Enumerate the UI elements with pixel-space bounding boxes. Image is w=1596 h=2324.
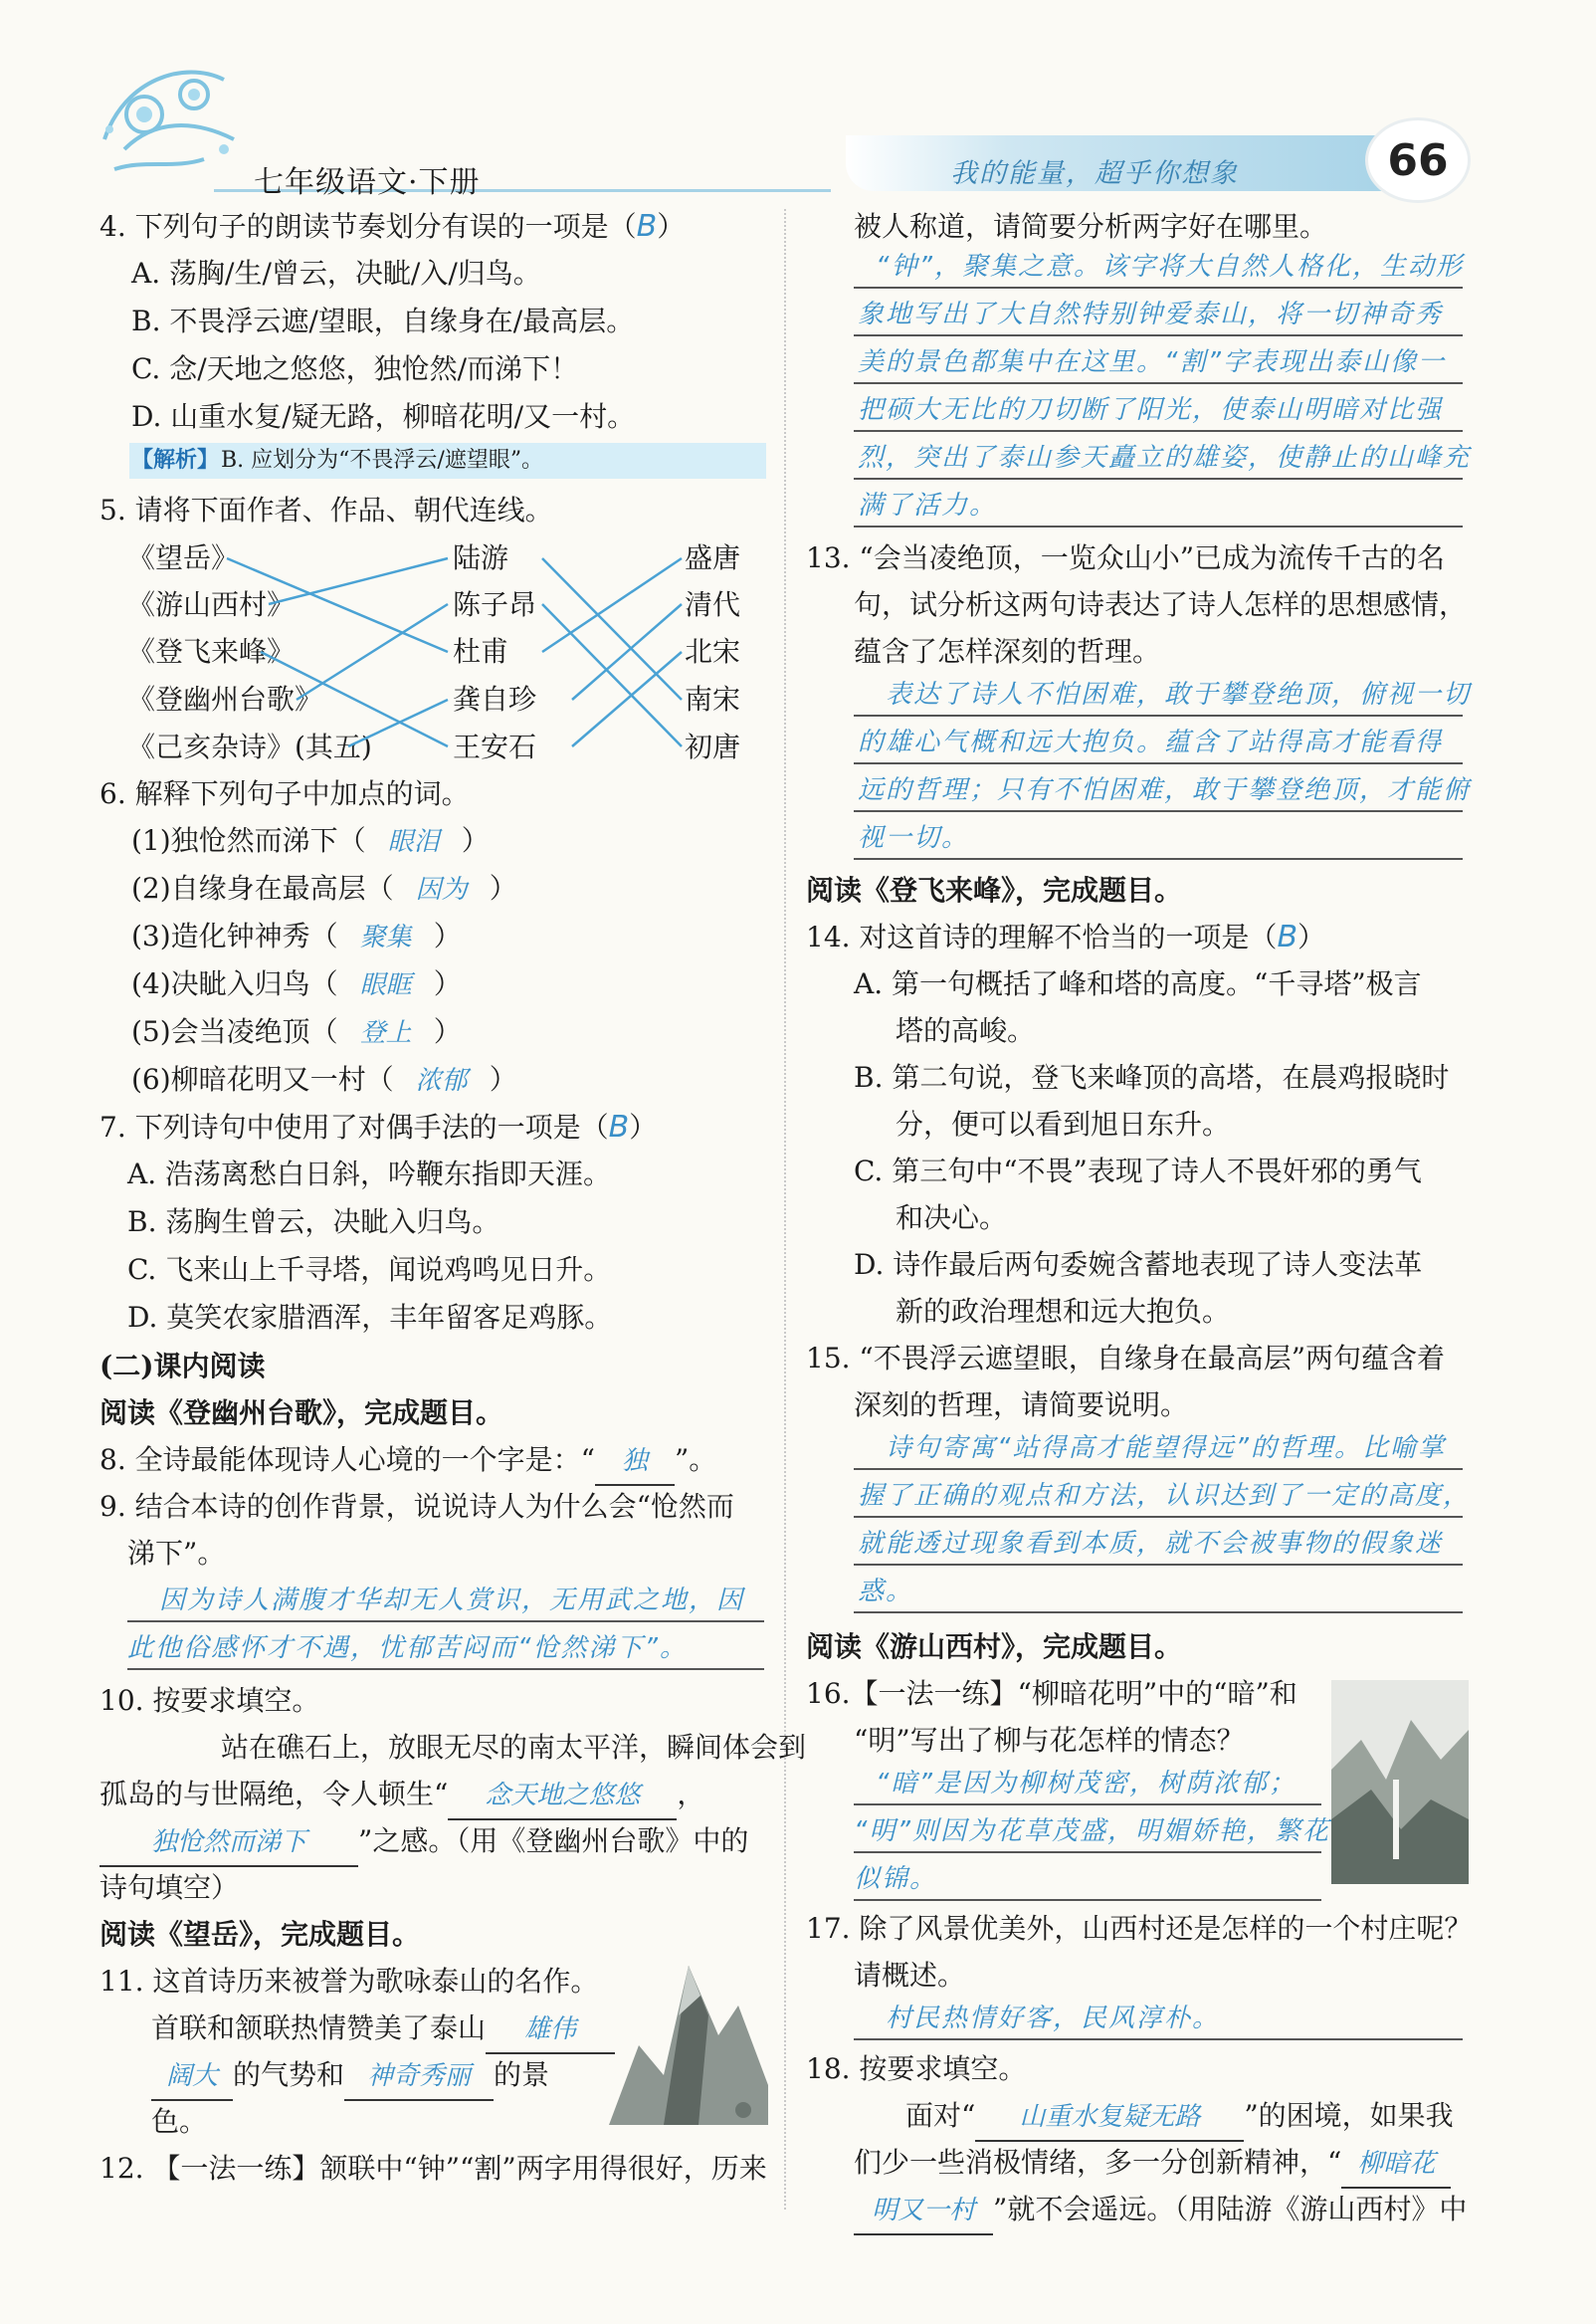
q5-dynasty: 南宋	[685, 683, 741, 716]
q10-line: 站在礁石上，放眼无尽的南太平洋，瞬间体会到	[221, 1731, 807, 1764]
answer-rule	[854, 715, 1463, 717]
q5-author: 杜甫	[453, 635, 509, 668]
q16-answer-line: “明”则因为花草茂盛，明媚娇艳，繁花	[854, 1816, 1330, 1846]
answer-rule	[854, 1899, 1321, 1901]
q12-stem: 12. 【一法一练】颔联中“钟”“割”两字用得很好，历来	[100, 2152, 767, 2185]
q13-answer-line: 表达了诗人不怕困难，敢于攀登绝顶，俯视一切	[886, 680, 1472, 710]
answer-rule	[854, 2038, 1463, 2040]
q12-answer-line: 美的景色都集中在这里。“割”字表现出泰山像一	[858, 347, 1446, 377]
q12-answer-line: 满了活力。	[858, 491, 998, 521]
q5-work: 《己亥杂诗》(其五)	[127, 731, 372, 763]
reading-heading: 阅读《游山西村》，完成题目。	[806, 1630, 1183, 1663]
answer-rule	[854, 1851, 1321, 1853]
floral-ornament-icon	[85, 20, 254, 189]
match-line	[572, 652, 682, 746]
q14-stem: 14. 对这首诗的理解不恰当的一项是（B）	[806, 920, 1326, 954]
answer-rule	[854, 762, 1463, 764]
q5-work: 《登幽州台歌》	[127, 683, 323, 716]
q4-option-a: A. 荡胸/生/曾云，决眦/入/归鸟。	[131, 257, 541, 290]
reading-heading: 阅读《登飞来峰》，完成题目。	[806, 874, 1183, 907]
q15-answer-line: 诗句寄寓“站得高才能望得远”的哲理。比喻掌	[886, 1433, 1446, 1463]
q13-answer-line: 远的哲理；只有不怕困难，敢于攀登绝顶，才能俯	[858, 775, 1472, 805]
q14-option: 和决心。	[896, 1201, 1008, 1234]
q5-work: 《游山西村》	[127, 588, 296, 621]
q11-blank: 雄伟	[486, 2007, 615, 2054]
page-number: 66	[1365, 117, 1471, 203]
q5-dynasty: 初唐	[685, 731, 741, 763]
q5-dynasty: 清代	[685, 588, 741, 621]
match-line	[542, 558, 682, 700]
q5-dynasty: 北宋	[685, 635, 741, 668]
reading-heading: 阅读《登幽州台歌》，完成题目。	[100, 1396, 504, 1429]
answer-rule	[854, 858, 1463, 860]
q17-stem: 17. 除了风景优美外，山西村还是怎样的一个村庄呢？	[806, 1912, 1473, 1945]
q6-stem: 6. 解释下列句子中加点的词。	[100, 777, 470, 810]
column-divider	[784, 209, 786, 2210]
q9-answer-line: 因为诗人满腹才华却无人赏识，无用武之地，因	[159, 1585, 745, 1615]
q14-option: D. 诗作最后两句委婉含蓄地表现了诗人变法革	[854, 1248, 1423, 1281]
q14-option: C. 第三句中“不畏”表现了诗人不畏奸邪的勇气	[854, 1155, 1422, 1187]
answer-rule	[854, 287, 1463, 289]
q6-item: (6)柳暗花明又一村（ 浓郁 ）	[131, 1063, 517, 1096]
q10-blank: 独怆然而涕下	[100, 1819, 358, 1867]
q11-blank: 阔大	[151, 2053, 233, 2101]
q7-stem: 7. 下列诗句中使用了对偶手法的一项是（B）	[100, 1110, 658, 1145]
q18-stem: 18. 按要求填空。	[806, 2052, 1027, 2085]
q5-author: 王安石	[453, 731, 537, 763]
q8: 8. 全诗最能体现诗人心境的一个字是：“ 独 ”。	[100, 1437, 716, 1486]
q12-answer-line: 象地写出了大自然特别钟爱泰山，将一切神奇秀	[858, 300, 1444, 329]
q7-option-b: B. 荡胸生曾云，决眦入归鸟。	[127, 1205, 500, 1238]
q10-line: 诗句填空）	[100, 1871, 240, 1904]
q13-stem: 句，试分析这两句诗表达了诗人怎样的思想感情，	[854, 588, 1468, 621]
q18-blank: 明又一村	[854, 2188, 993, 2235]
q14-option: 新的政治理想和远大抱负。	[896, 1295, 1231, 1328]
q13-stem: 蕴含了怎样深刻的哲理。	[854, 635, 1161, 668]
q15-stem: 深刻的哲理，请简要说明。	[854, 1388, 1189, 1421]
q4-option-d: D. 山重水复/疑无路，柳暗花明/又一村。	[131, 400, 636, 433]
q12-answer-line: 烈，突出了泰山参天矗立的雄姿，使静止的山峰充	[858, 443, 1472, 473]
q11-stem: 11. 这首诗历来被誉为歌咏泰山的名作。	[100, 1965, 599, 1998]
q5-work: 《登飞来峰》	[127, 635, 296, 668]
q7-option-a: A. 浩荡离愁白日斜，吟鞭东指即天涯。	[127, 1158, 612, 1190]
q17-answer: 村民热情好客，民风淳朴。	[886, 2004, 1221, 2033]
q5-author: 陈子昂	[453, 588, 537, 621]
q7-answer: B	[608, 1110, 630, 1145]
q10-stem: 10. 按要求填空。	[100, 1684, 320, 1717]
analysis-tag: 【解析】	[131, 448, 220, 473]
q4-option-b: B. 不畏浮云遮/望眼，自缘身在/最高层。	[131, 305, 635, 337]
answer-rule	[854, 1468, 1463, 1470]
q14-answer: B	[1277, 920, 1298, 954]
match-line	[572, 604, 682, 700]
q5-work: 《望岳》	[127, 541, 240, 574]
match-line	[269, 558, 448, 604]
q13-answer-line: 视一切。	[858, 823, 970, 853]
q14-option: 塔的高峻。	[896, 1014, 1036, 1047]
q15-answer-line: 握了正确的观点和方法，认识达到了一定的高度，	[858, 1481, 1472, 1511]
section-heading: (二)课内阅读	[100, 1350, 266, 1382]
answer-rule	[854, 478, 1463, 480]
q5-dynasty: 盛唐	[685, 541, 741, 574]
q11-line: 首联和颔联热情赞美了泰山 雄伟	[151, 2006, 615, 2054]
q15-answer-line: 就能透过现象看到本质，就不会被事物的假象迷	[858, 1529, 1444, 1559]
q15-stem: 15. “不畏浮云遮望眼，自缘身在最高层”两句蕴含着	[806, 1342, 1446, 1374]
q6-item: (5)会当凌绝顶（ 登上 ）	[131, 1015, 462, 1048]
q4-option-c: C. 念/天地之悠悠，独怆然/而涕下！	[131, 352, 579, 385]
q11-line: 色。	[151, 2105, 208, 2138]
q12-answer-line: “钟”，聚集之意。该字将大自然人格化，生动形	[876, 252, 1464, 282]
q6-item: (2)自缘身在最高层（ 因为 ）	[131, 872, 517, 905]
q13-stem: 13. “会当凌绝顶，一览众山小”已成为流传千古的名	[806, 541, 1446, 574]
answer-rule	[854, 1803, 1321, 1805]
q18-blank: 柳暗花	[1341, 2141, 1451, 2189]
answer-rule	[854, 382, 1463, 384]
q15-answer-line: 惑。	[858, 1577, 914, 1606]
answer-rule	[854, 334, 1463, 336]
q18-line: 明又一村 ”就不会遥远。（用陆游《游山西村》中	[854, 2187, 1467, 2235]
q16-stem: 16.【一法一练】“柳暗花明”中的“暗”和	[806, 1677, 1297, 1710]
q6-item: (3)造化钟神秀（ 聚集 ）	[131, 920, 462, 952]
q12-answer-line: 把硕大无比的刀切断了阳光，使泰山明暗对比强	[858, 395, 1444, 425]
q12-cont: 被人称道，请简要分析两字好在哪里。	[854, 210, 1328, 243]
q18-line: 面对“ 山重水复疑无路 ”的困境，如果我	[905, 2093, 1454, 2142]
q9-stem: 9. 结合本诗的创作背景，说说诗人为什么会“怆然而	[100, 1490, 734, 1523]
answer-rule	[854, 430, 1463, 432]
q10-blank: 念天地之悠悠	[448, 1773, 677, 1820]
q14-option: 分，便可以看到旭日东升。	[896, 1108, 1231, 1141]
mountain-illustration	[609, 1926, 768, 2125]
q14-option: A. 第一句概括了峰和塔的高度。“千寻塔”极言	[854, 967, 1422, 1000]
q5-author: 龚自珍	[453, 683, 537, 716]
q18-blank: 山重水复疑无路	[975, 2094, 1244, 2142]
answer-rule	[127, 1668, 764, 1670]
q11-blank: 神奇秀丽	[344, 2053, 494, 2101]
q16-answer-line: 似锦。	[854, 1864, 938, 1894]
q14-option: B. 第二句说，登飞来峰顶的高塔，在晨鸡报晓时	[854, 1061, 1450, 1094]
q10-line: 孤岛的与世隔绝，令人顿生“ 念天地之悠悠 ，	[100, 1772, 704, 1820]
q6-item: (1)独怆然而涕下（ 眼泪 ）	[131, 824, 490, 857]
answer-rule	[854, 810, 1463, 812]
q16-answer-line: “暗”是因为柳树茂密，树荫浓郁；	[876, 1769, 1297, 1798]
q9-answer-line: 此他俗感怀才不遇，忧郁苦闷而“怆然涕下”。	[127, 1633, 688, 1663]
q7-option-c: C. 飞来山上千寻塔，闻说鸡鸣见日升。	[127, 1253, 612, 1286]
match-line	[542, 558, 682, 652]
q4-stem: 4. 下列句子的朗读节奏划分有误的一项是（B）	[100, 209, 686, 244]
header-slogan: 我的能量，超乎你想象	[950, 158, 1239, 189]
answer-rule	[127, 1620, 764, 1622]
reading-heading: 阅读《望岳》，完成题目。	[100, 1918, 421, 1951]
q5-author: 陆游	[453, 541, 509, 574]
q10-line: 独怆然而涕下 ”之感。（用《登幽州台歌》中的	[100, 1818, 748, 1867]
q18-line: 们少一些消极情绪，多一分创新精神，“ 柳暗花	[854, 2140, 1451, 2189]
answer-rule	[854, 526, 1463, 528]
answer-rule	[854, 1564, 1463, 1566]
q11-line: 阔大 的气势和 神奇秀丽 的景	[151, 2052, 549, 2101]
answer-rule	[854, 1516, 1463, 1518]
answer-rule	[854, 1611, 1463, 1613]
analysis-text: B. 应划分为“不畏浮云/遮望眼”。	[221, 448, 544, 473]
q5-stem: 5. 请将下面作者、作品、朝代连线。	[100, 494, 553, 527]
q4-answer: B	[636, 209, 658, 244]
q16-stem: “明”写出了柳与花怎样的情态？	[854, 1724, 1245, 1757]
q7-option-d: D. 莫笑农家腊酒浑，丰年留客足鸡豚。	[127, 1301, 613, 1334]
q13-answer-line: 的雄心气概和远大抱负。蕴含了站得高才能看得	[858, 728, 1444, 757]
landscape-illustration	[1331, 1680, 1469, 1884]
q6-item: (4)决眦入归鸟（ 眼眶 ）	[131, 967, 462, 1000]
q9-stem: 涕下”。	[127, 1537, 226, 1570]
match-line	[542, 604, 682, 746]
q17-stem: 请概述。	[854, 1959, 966, 1992]
q8-answer: 独	[595, 1438, 675, 1486]
book-title: 七年级语文·下册	[254, 165, 481, 200]
